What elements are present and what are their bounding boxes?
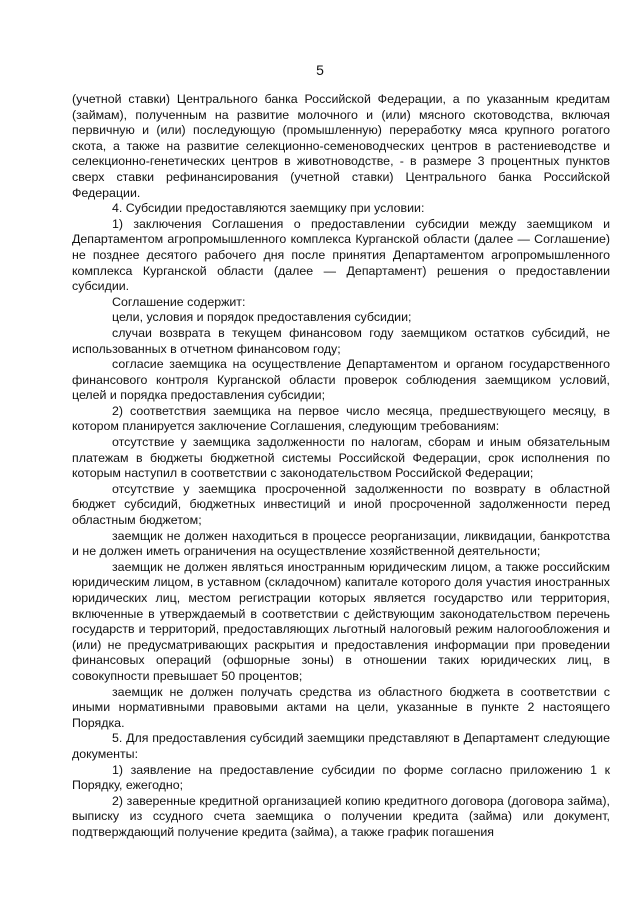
- paragraph-8: 2) соответствия заемщика на первое число месяца, предшествующего месяцу, в котором планируется заключение Соглашения, следующим требованиям:: [72, 403, 610, 434]
- page-number: 5: [316, 62, 324, 78]
- paragraph-14: 5. Для предоставления субсидий заемщики представляют в Департамент следующие документы:: [72, 731, 610, 761]
- paragraph-7: согласие заемщика на осуществление Департаментом и органом государственного финансового контроля Курганской области проверок соблюдения заемщиком условий, целей и порядка предоставления субсидии;: [72, 357, 610, 403]
- paragraph-4: Соглашение содержит:: [112, 294, 246, 309]
- paragraph-12: заемщик не должен являться иностранным юридическим лицом, а также российским юридическим лицом, в уставном (складочном) капитале которого доля участия иностранных юридических лиц, местом регистрации которых является государство или территория, включенные в утверждаемый в соответствии с действующим законодательством перечень государств и территорий, предоставляющих льготный налоговый режим налогообложения и (или) не предусматривающих раскрытия и предоставления информации при проведении финансовых операций (офшорные зоны) в отношении таких юридических лиц, в совокупности превышает 50 процентов;: [72, 559, 610, 683]
- paragraph-13: заемщик не должен получать средства из областного бюджета в соответствии с иными нормативными правовыми актами на цели, указанные в пункте 2 настоящего Порядка.: [72, 684, 610, 730]
- paragraph-10: отсутствие у заемщика просроченной задолженности по возврату в областной бюджет субсидий, бюджетных инвестиций и иной просроченной задолженности перед областным бюджетом;: [72, 481, 610, 528]
- paragraph-2: 4. Субсидии предоставляются заемщику при условии:: [112, 201, 425, 216]
- paragraph-3: 1) заключения Соглашения о предоставлении субсидии между заемщиком и Департаментом агропромышленного комплекса Курганской области (далее — Соглашение) не позднее десятого рабочего дня после принятия Департаментом агропромышленного комплекса Курганской области (далее — Департамент) решения о предоставлении субсидии.: [72, 216, 610, 294]
- paragraph-5: цели, условия и порядок предоставления субсидии;: [112, 310, 412, 325]
- document-body: [72, 92, 610, 841]
- paragraph-15: 1) заявление на предоставление субсидии по форме согласно приложению 1 к Порядку, ежегодно;: [72, 762, 610, 793]
- paragraph-6: случаи возврата в текущем финансовом году заемщиком остатков субсидий, не использованных в отчетном финансовом году;: [72, 325, 610, 356]
- paragraph-11: заемщик не должен находиться в процессе реорганизации, ликвидации, банкротства и не должен иметь ограничения на осуществление хозяйственной деятельности;: [72, 528, 610, 559]
- paragraph-9: отсутствие у заемщика задолженности по налогам, сборам и иным обязательным платежам в бюджеты бюджетной системы Российской Федерации, срок исполнения по которым наступил в соответствии с законодательством Российской Федерации;: [72, 435, 610, 481]
- paragraph-16: 2) заверенные кредитной организацией копию кредитного договора (договора займа), выписку из ссудного счета заемщика о получении кредита (займа) или документ, подтверждающий получение кредита (займа), а также график погашения: [72, 793, 610, 839]
- paragraph-1: (учетной ставки) Центрального банка Российской Федерации, а по указанным кредитам (займам), полученным на развитие молочного и (или) мясного скотоводства, включая первичную и (или) последующую (промышленную) переработку мяса крупного рогатого скота, а также на развитие селекционно-семеноводческих центров в растениеводстве и селекционно-генетических центров в животноводстве, - в размере 3 процентных пунктов сверх ставки рефинансирования (учетной ставки) Центрального банка Российской Федерации.: [72, 92, 610, 200]
